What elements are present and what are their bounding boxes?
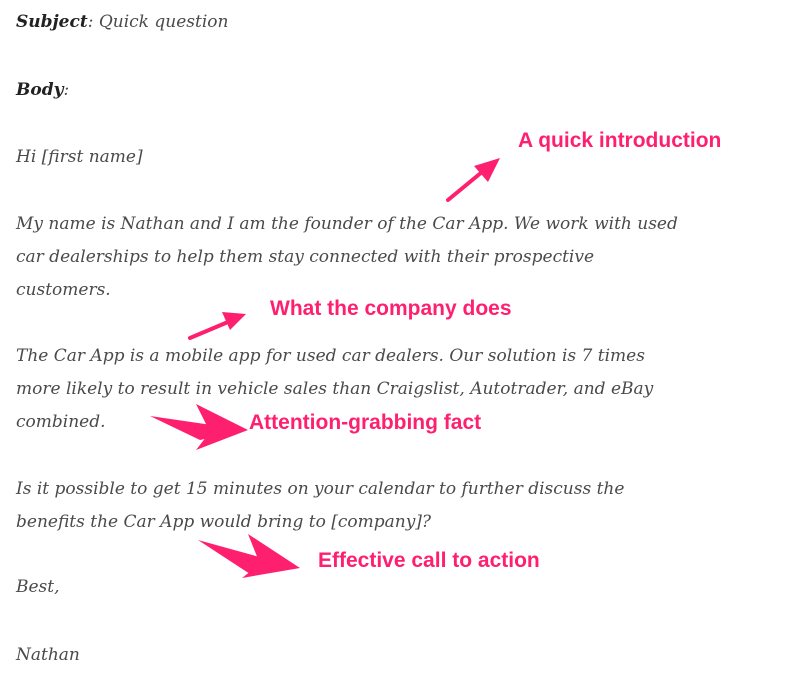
arrow-fact — [150, 404, 248, 450]
intro-line: car dealerships to help them stay connected with their prospective — [16, 247, 595, 267]
arrow-intro — [448, 158, 500, 200]
body-separator: : — [63, 80, 70, 100]
cta-line: Is it possible to get 15 minutes on your calendar to further discuss the — [16, 479, 625, 499]
arrow-company — [190, 312, 246, 338]
intro-line: My name is Nathan and I am the founder of the Car App. We work with used — [16, 214, 678, 234]
arrow-cta — [198, 534, 300, 578]
annotation-fact: Attention-grabbing fact — [249, 411, 482, 434]
annotation-intro: A quick introduction — [518, 129, 722, 152]
subject-value: Quick question — [93, 12, 229, 32]
fact-line: more likely to result in vehicle sales than Craigslist, Autotrader, and eBay — [16, 379, 654, 399]
cta-line: benefits the Car App would bring to [company]? — [16, 512, 432, 532]
signature: Nathan — [16, 645, 80, 665]
body-label: Body — [16, 80, 64, 100]
annotation-cta: Effective call to action — [318, 549, 540, 572]
fact-line: The Car App is a mobile app for used car dealers. Our solution is 7 times — [16, 346, 645, 366]
annotation-company: What the company does — [270, 297, 512, 320]
subject-separator: : — [87, 12, 94, 32]
fact-line: combined. — [16, 412, 106, 432]
greeting: Hi [first name] — [16, 147, 143, 167]
closing: Best, — [16, 577, 60, 597]
subject-label: Subject — [16, 12, 88, 32]
intro-line: customers. — [16, 280, 111, 300]
